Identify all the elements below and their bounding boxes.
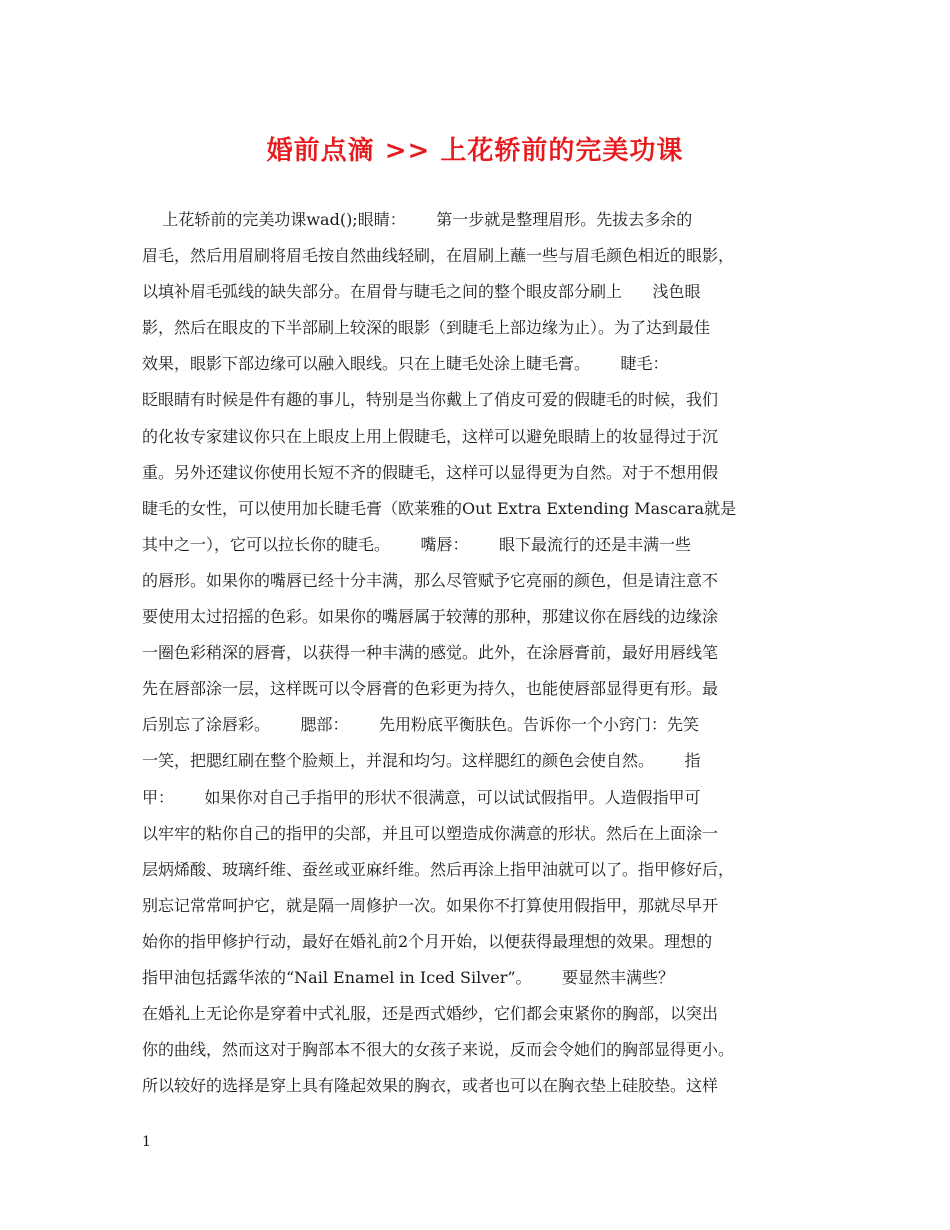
body-line: 影，然后在眼皮的下半部刷上较深的眼影（到睫毛上部边缘为止）。为了达到最佳	[142, 318, 711, 338]
document-body	[142, 202, 814, 1104]
body-line: 甲： 如果你对自己手指甲的形状不很满意，可以试试假指甲。人造假指甲可	[142, 787, 701, 807]
body-line: 效果，眼影下部边缘可以融入眼线。只在上睫毛处涂上睫毛膏。 睫毛：	[142, 354, 669, 374]
body-line: 重。另外还建议你使用长短不齐的假睫毛，这样可以显得更为自然。对于不想用假	[142, 462, 719, 482]
body-line: 所以较好的选择是穿上具有隆起效果的胸衣，或者也可以在胸衣垫上硅胶垫。这样	[142, 1076, 719, 1096]
body-line: 其中之一），它可以拉长你的睫毛。 嘴唇： 眼下最流行的还是丰满一些	[142, 534, 692, 554]
body-line: 上花轿前的完美功课wad();眼睛： 第一步就是整理眉形。先拔去多余的	[142, 210, 693, 229]
body-line: 睫毛的女性，可以使用加长睫毛膏（欧莱雅的Out Extra Extending Mascara就是	[142, 498, 737, 518]
body-line: 要使用太过招摇的色彩。如果你的嘴唇属于较薄的那种，那建议你在唇线的边缘涂	[142, 607, 719, 627]
body-line: 指甲油包括露华浓的“Nail Enamel in Iced Silver”。 要显然丰满些？	[142, 967, 675, 987]
body-line: 始你的指甲修护行动，最好在婚礼前2个月开始，以便获得最理想的效果。理想的	[142, 931, 713, 951]
body-line: 的唇形。如果你的嘴唇已经十分丰满，那么尽管赋予它亮丽的颜色，但是请注意不	[142, 570, 719, 590]
body-line: 你的曲线，然而这对于胸部本不很大的女孩子来说，反而会令她们的胸部显得更小。	[142, 1040, 735, 1060]
body-line: 别忘记常常呵护它，就是隔一周修护一次。如果你不打算使用假指甲，那就尽早开	[142, 895, 719, 915]
body-line: 以填补眉毛弧线的缺失部分。在眉骨与睫毛之间的整个眼皮部分刷上 浅色眼	[142, 282, 701, 302]
body-line: 眉毛，然后用眉刷将眉毛按自然曲线轻刷，在眉刷上蘸一些与眉毛颜色相近的眼影，	[142, 246, 735, 266]
body-line: 眨眼睛有时候是件有趣的事儿，特别是当你戴上了俏皮可爱的假睫毛的时候，我们	[142, 390, 719, 410]
body-line: 一圈色彩稍深的唇膏，以获得一种丰满的感觉。此外，在涂唇膏前，最好用唇线笔	[142, 643, 719, 663]
page-number: 1	[142, 1134, 151, 1150]
body-line: 后别忘了涂唇彩。 腮部： 先用粉底平衡肤色。告诉你一个小窍门：先笑	[142, 715, 700, 735]
body-line: 层炳烯酸、玻璃纤维、蚕丝或亚麻纤维。然后再涂上指甲油就可以了。指甲修好后，	[142, 859, 735, 879]
body-line: 一笑，把腮红刷在整个脸颊上，并混和均匀。这样腮红的颜色会使自然。 指	[142, 751, 701, 771]
document-title: 婚前点滴 >> 上花轿前的完美功课	[266, 136, 684, 166]
body-line: 的化妆专家建议你只在上眼皮上用上假睫毛，这样可以避免眼睛上的妆显得过于沉	[142, 426, 719, 446]
body-line: 先在唇部涂一层，这样既可以令唇膏的色彩更为持久，也能使唇部显得更有形。最	[142, 679, 719, 699]
body-line: 以牢牢的粘你自己的指甲的尖部，并且可以塑造成你满意的形状。然后在上面涂一	[142, 823, 719, 843]
body-line: 在婚礼上无论你是穿着中式礼服，还是西式婚纱，它们都会束紧你的胸部，以突出	[142, 1004, 719, 1024]
